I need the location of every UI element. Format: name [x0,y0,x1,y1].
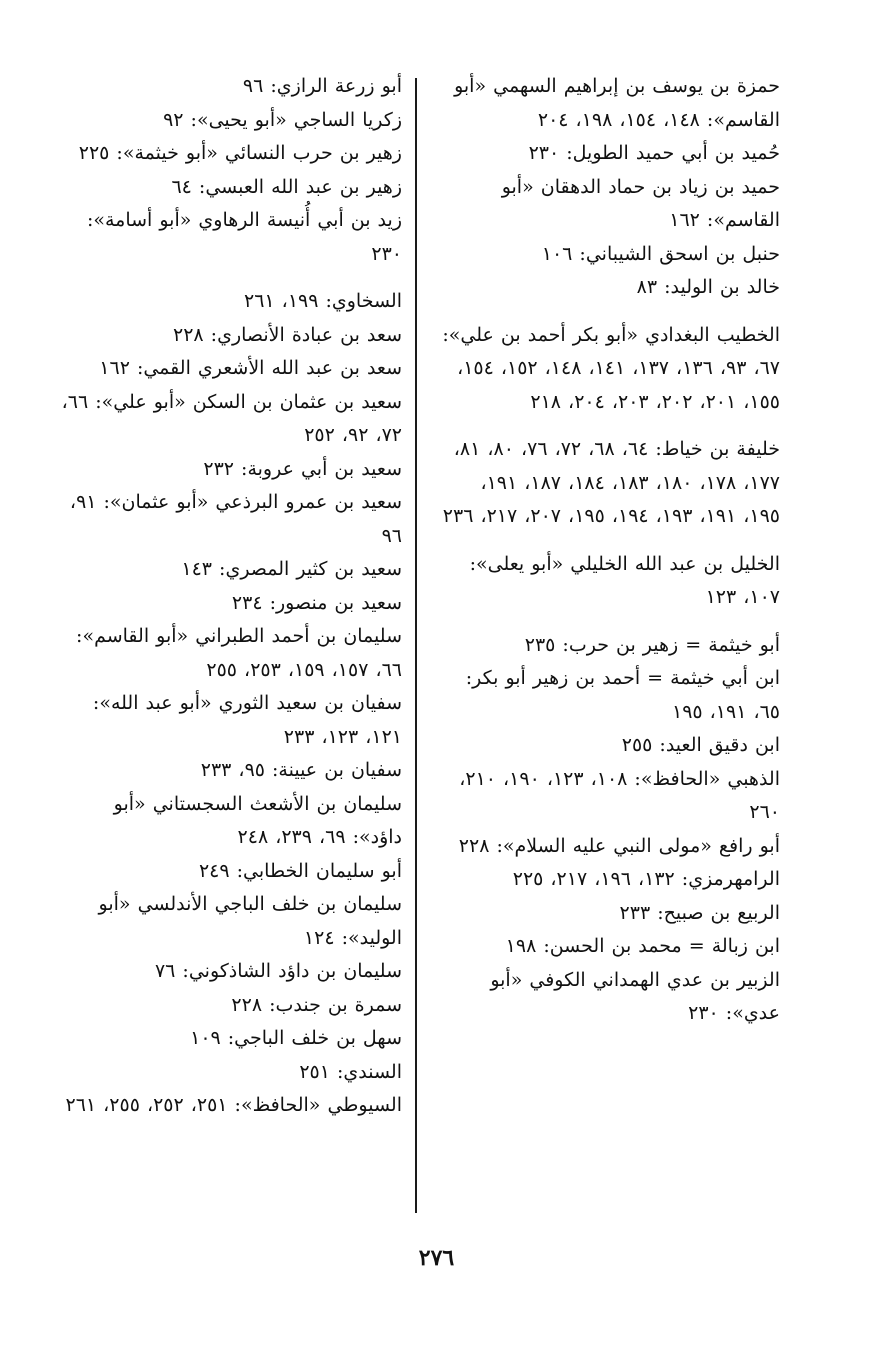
index-entry: سفيان بن سعيد الثوري «أبو عبد الله»: ١٢١، ١٢٣، ٢٣٣ [92,692,402,748]
index-entry: الخطيب البغدادي «أبو بكر أحمد بن علي»: ٦٧، ٩٣، ١٣٦، ١٣٧، ١٤١، ١٤٨، ١٥٢، ١٥٤، ١٥٥، ٢٠١، ٢٠٢، ٢٠٣، ٢٠٤، ٢١٨ [442,323,780,413]
index-entry: سعيد بن عمرو البرذعي «أبو عثمان»: ٩١، ٩٦ [69,491,402,547]
column-divider [415,78,417,1213]
index-entry: سهل بن خلف الباجي: ١٠٩ [190,1027,402,1049]
index-entry: حميد بن زياد بن حماد الدهقان «أبو القاسم»: ١٦٢ [501,175,780,231]
group-gap [440,534,780,548]
index-entry: سعيد بن عثمان بن السكن «أبو علي»: ٦٦، ٧٢، ٩٢، ٢٥٢ [61,390,402,446]
index-entry: حُميد بن أبي حميد الطويل: ٢٣٠ [528,142,780,164]
index-entry: ابن أبي خيثمة = أحمد بن زهير أبو بكر: ٦٥، ١٩١، ١٩٥ [465,667,780,723]
page-number: ٢٧٦ [418,1245,455,1271]
index-entry: الخليل بن عبد الله الخليلي «أبو يعلى»: ١٠٧، ١٢٣ [469,552,780,608]
group-gap [60,271,402,285]
index-entry: الرامهرمزي: ١٣٢، ١٩٦، ٢١٧، ٢٢٥ [512,868,780,890]
index-entry: الذهبي «الحافظ»: ١٠٨، ١٢٣، ١٩٠، ٢١٠، ٢٦٠ [459,767,780,823]
index-entry: السخاوي: ١٩٩، ٢٦١ [244,290,402,312]
index-entry: ابن زبالة = محمد بن الحسن: ١٩٨ [505,935,780,957]
group-gap [440,419,780,433]
index-entry: زهير بن حرب النسائي «أبو خيثمة»: ٢٢٥ [78,142,402,164]
index-entry: سعد بن عبد الله الأشعري القمي: ١٦٢ [99,357,402,379]
index-entry: سعيد بن أبي عروبة: ٢٣٢ [203,457,402,480]
group-gap [440,305,780,319]
index-entry: سعيد بن كثير المصري: ١٤٣ [181,558,402,580]
index-page [60,70,780,1220]
index-entry: سعيد بن منصور: ٢٣٤ [231,591,402,614]
index-entry: الزبير بن عدي الهمداني الكوفي «أبو عدي»: ٢٣٠ [490,968,780,1024]
right-column [440,70,780,1031]
index-entry: زكريا الساجي «أبو يحيى»: ٩٢ [163,108,402,131]
index-entry: السيوطي «الحافظ»: ٢٥١، ٢٥٢، ٢٥٥، ٢٦١ [65,1094,402,1116]
index-entry: خالد بن الوليد: ٨٣ [636,276,780,298]
left-column [60,70,402,1123]
index-entry: السندي: ٢٥١ [299,1060,402,1083]
index-entry: زهير بن عبد الله العبسي: ٦٤ [171,175,402,198]
index-entry: زيد بن أبي أُنيسة الرهاوي «أبو أسامة»: ٢٣٠ [86,209,402,265]
index-entry: سليمان بن خلف الباجي الأندلسي «أبو الوليد»: ١٢٤ [98,893,402,949]
group-gap [440,615,780,629]
index-entry: سفيان بن عيينة: ٩٥، ٢٣٣ [200,759,402,781]
index-entry: سليمان بن أحمد الطبراني «أبو القاسم»: ٦٦، ١٥٧، ١٥٩، ٢٥٣، ٢٥٥ [76,625,402,681]
index-entry: أبو سليمان الخطابي: ٢٤٩ [198,859,402,882]
index-entry: الربيع بن صبيح: ٢٣٣ [619,901,780,924]
index-entry: أبو رافع «مولى النبي عليه السلام»: ٢٢٨ [458,834,780,857]
index-entry: سليمان بن داؤد الشاذكوني: ٧٦ [154,960,402,982]
index-entry: حمزة بن يوسف بن إبراهيم السهمي «أبو القاسم»: ١٤٨، ١٥٤، ١٩٨، ٢٠٤ [454,75,780,131]
index-entry: أبو زرعة الرازي: ٩٦ [242,75,402,97]
index-entry: سليمان بن الأشعث السجستاني «أبو داؤد»: ٦٩، ٢٣٩، ٢٤٨ [113,792,402,848]
index-entry: ابن دقيق العيد: ٢٥٥ [621,734,780,756]
index-entry: خليفة بن خياط: ٦٤، ٦٨، ٧٢، ٧٦، ٨٠، ٨١، ١٧٧، ١٧٨، ١٨٠، ١٨٣، ١٨٤، ١٨٧، ١٩١، ١٩٥، ١٩١، ١٩٣، ١٩٤، ١٩٥، ٢٠٧، ٢١٧، ٢٣٦ [442,438,780,527]
index-entry: سعد بن عبادة الأنصاري: ٢٢٨ [173,323,402,346]
index-entry: سمرة بن جندب: ٢٢٨ [231,993,402,1016]
index-entry: أبو خيثمة = زهير بن حرب: ٢٣٥ [524,633,780,656]
index-entry: حنبل بن اسحق الشيباني: ١٠٦ [541,242,780,265]
